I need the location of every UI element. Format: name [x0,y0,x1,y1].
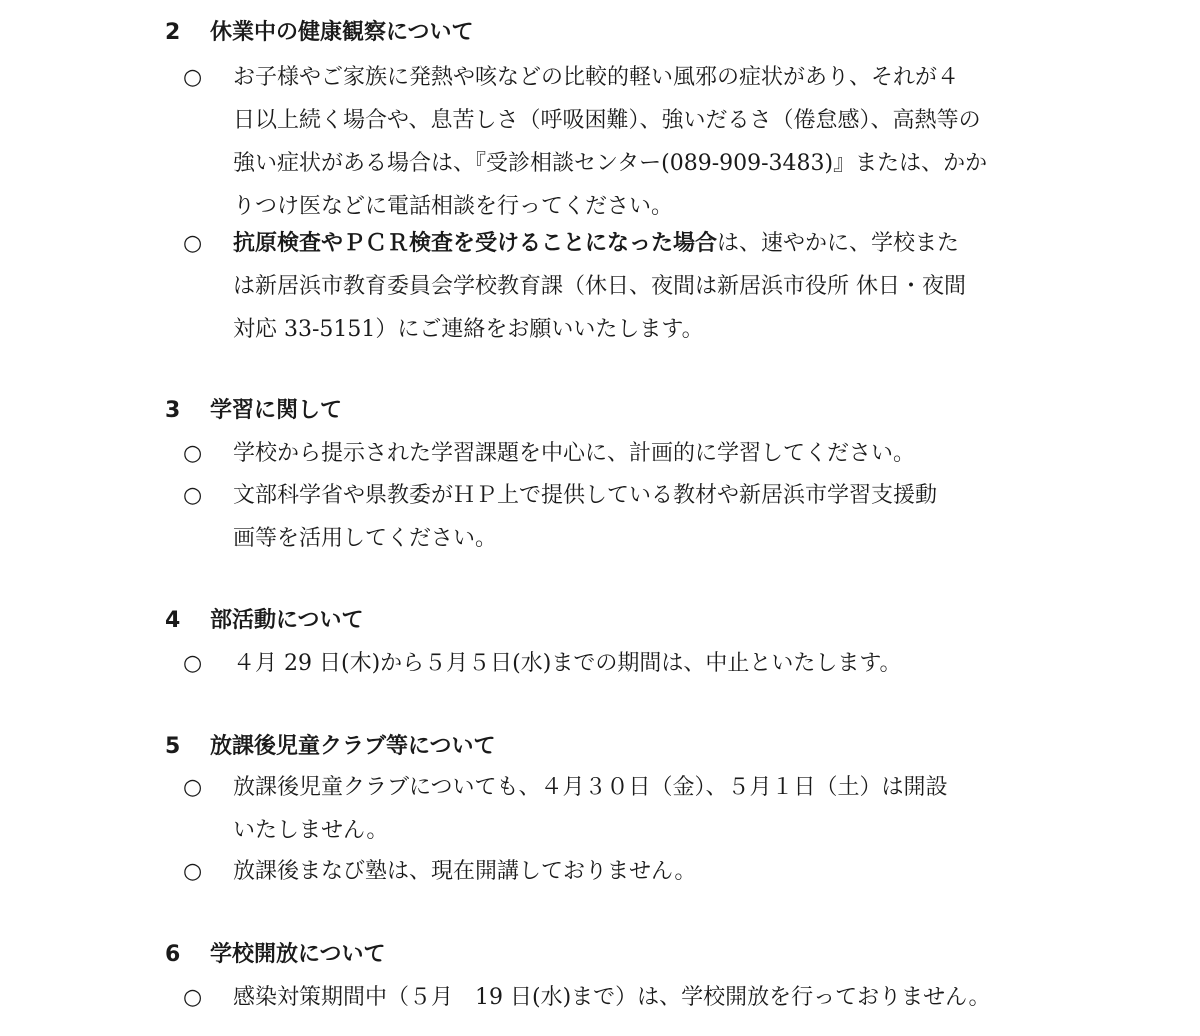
bullet-circle-icon: ○ [183,231,203,256]
bullet-circle-icon: ○ [183,859,203,884]
section-heading [165,940,386,970]
item-line: 画等を活用してください。 [233,526,498,551]
bullet-circle-icon: ○ [183,775,203,800]
item-line: 対応 33-5151）にご連絡をお願いいたします。 [233,317,704,342]
item-line: は、速やかに、学校また [717,231,960,256]
item-line: 感染対策期間中（５月 19 日(水)まで）は、学校開放を行っておりません。 [211,985,991,1010]
list-item [183,766,1043,852]
item-line: 日以上続く場合や、息苦しさ（呼吸困難）、強いだるさ（倦怠感）、高熱等の [233,108,981,133]
section-heading [165,732,496,762]
bullet-circle-icon: ○ [183,985,203,1010]
item-line: お子様やご家族に発熱や咳などの比較的軽い風邪の症状があり、それが４ [211,65,960,90]
list-item [183,642,1043,685]
item-line: りつけ医などに電話相談を行ってください。 [233,194,674,219]
section-number: 5 [165,734,181,759]
item-line: いたしません。 [233,818,389,843]
list-item [183,850,1043,893]
section-heading [165,606,364,636]
bullet-circle-icon: ○ [183,65,203,90]
section-heading [165,18,474,48]
section-title: 学校開放について [210,942,386,967]
bullet-circle-icon: ○ [183,651,203,676]
list-item [183,432,1043,475]
item-line: 文部科学省や県教委がＨＰ上で提供している教材や新居浜市学習支援動 [211,483,938,508]
section-number: 6 [165,942,181,967]
list-item [183,474,1043,560]
item-line: 放課後児童クラブについても、４月３０日（金）、５月１日（土）は開設 [211,775,948,800]
list-item [183,976,1043,1019]
section-number: 2 [165,20,181,45]
item-line: ４月 29 日(木)から５月５日(水)までの期間は、中止といたします。 [211,651,902,676]
bullet-circle-icon: ○ [183,441,203,466]
section-title: 休業中の健康観察について [210,20,474,45]
item-bold-text: 抗原検査やＰＣＲ検査を受けることになった場合 [211,231,718,256]
item-line: 放課後まなび塾は、現在開講しておりません。 [211,859,697,884]
list-item [183,222,1043,351]
list-item [183,56,1043,228]
section-number: 3 [165,398,181,423]
section-number: 4 [165,608,181,633]
bullet-circle-icon: ○ [183,483,203,508]
item-line: 学校から提示された学習課題を中心に、計画的に学習してください。 [211,441,916,466]
item-line: は新居浜市教育委員会学校教育課（休日、夜間は新居浜市役所 休日・夜間 [233,274,966,299]
section-title: 部活動について [210,608,364,633]
item-line: 強い症状がある場合は、『受診相談センター(089-909-3483)』または、かか [233,151,988,176]
section-title: 放課後児童クラブ等について [210,734,496,759]
section-heading [165,396,342,426]
section-title: 学習に関して [210,398,343,423]
